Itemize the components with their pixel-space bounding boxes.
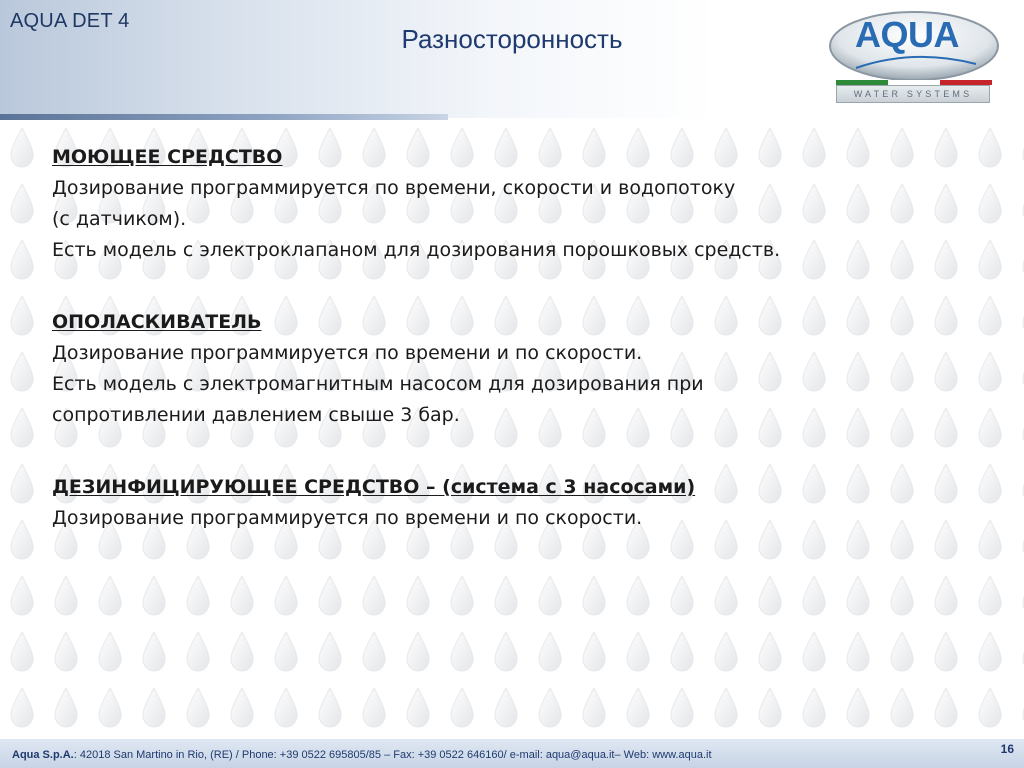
section-disinfectant <box>52 472 972 534</box>
logo-wordmark: AQUA <box>855 14 959 55</box>
section-heading: ДЕЗИНФИЦИРУЮЩЕЕ СРЕДСТВО – (система с 3 насосами) <box>52 476 696 498</box>
footer-contact <box>12 749 712 761</box>
section-line: (с датчиком). <box>52 208 187 230</box>
section-line: Есть модель с электромагнитным насосом для дозирования при <box>52 373 704 395</box>
logo-caption: WATER SYSTEMS <box>836 85 990 103</box>
footer-company: Aqua S.p.A. <box>12 749 74 761</box>
section-line: Дозирование программируется по времени и по скорости. <box>52 342 643 364</box>
section-line: Дозирование программируется по времени, скорости и водопотоку <box>52 177 736 199</box>
slide-title: Разносторонность <box>401 24 623 54</box>
section-heading: ОПОЛАСКИВАТЕЛЬ <box>52 311 262 333</box>
section-heading: МОЮЩЕЕ СРЕДСТВО <box>52 146 283 168</box>
section-line: Есть модель с электроклапаном для дозирования порошковых средств. <box>52 239 781 261</box>
section-rinse-aid <box>52 307 972 431</box>
section-line: сопротивлении давлением свыше 3 бар. <box>52 404 460 426</box>
section-detergent <box>52 142 972 266</box>
section-line: Дозирование программируется по времени и по скорости. <box>52 507 643 529</box>
slide-content <box>52 142 972 575</box>
product-name: AQUA DET 4 <box>10 10 130 32</box>
footer-details: : 42018 San Martino in Rio, (RE) / Phone: +39 0522 695805/85 – Fax: +39 0522 646160/ e-mail: aqua@aqua.it– Web: www.aqua.it <box>73 749 712 761</box>
page-number: 16 <box>1000 742 1014 756</box>
